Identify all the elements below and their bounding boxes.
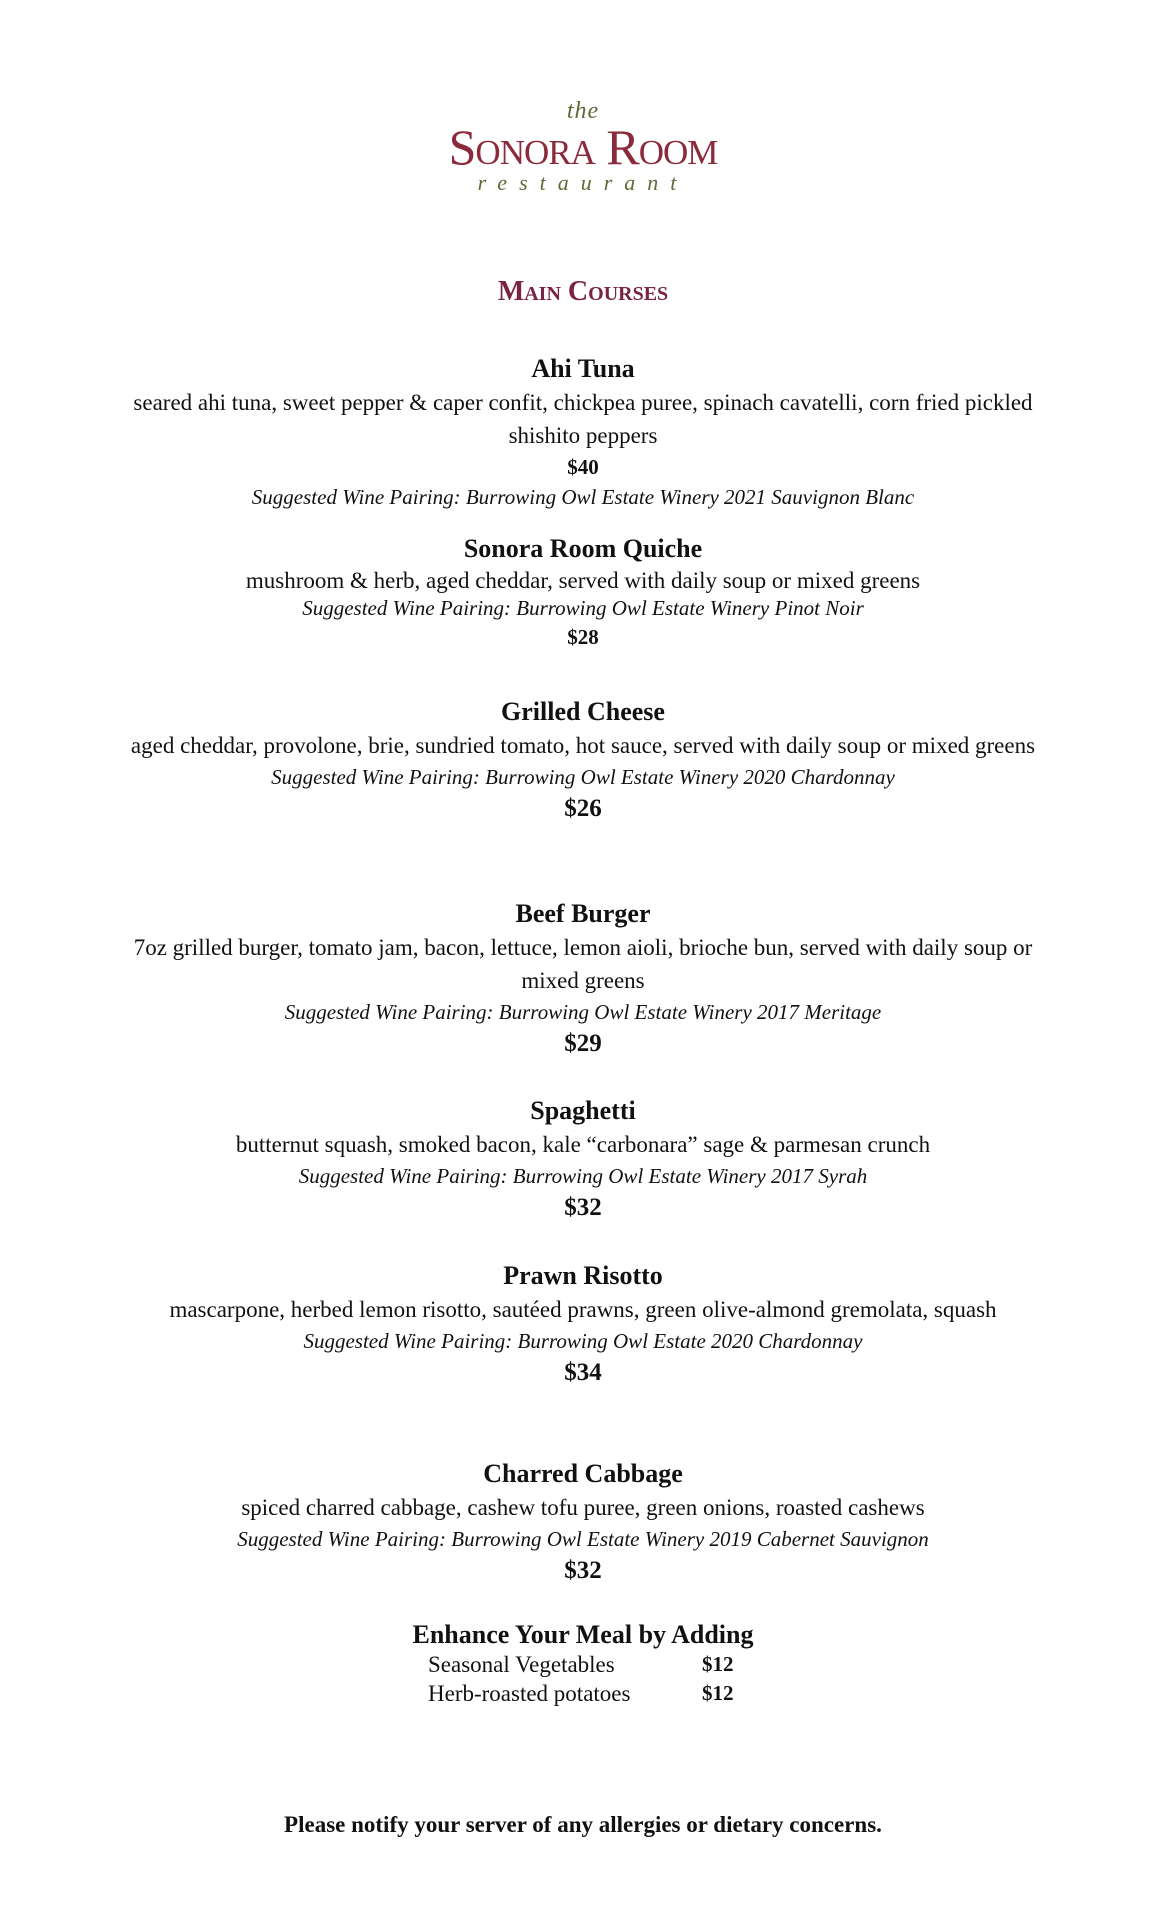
menu-item-prawn-risotto bbox=[0, 1259, 1166, 1457]
addons-title: Enhance Your Meal by Adding bbox=[412, 1620, 754, 1649]
allergy-notice: Please notify your server of any allergies or dietary concerns. bbox=[284, 1812, 882, 1837]
menu-list bbox=[0, 352, 1166, 1597]
restaurant-logo bbox=[0, 98, 1166, 198]
addon-name: Seasonal Vegetables bbox=[428, 1652, 615, 1677]
dish-description: mascarpone, herbed lemon risotto, sautéed prawns, green olive-almond gremolata, squash bbox=[169, 1297, 997, 1322]
dish-name: Sonora Room Quiche bbox=[463, 534, 703, 563]
dish-price: $32 bbox=[564, 1194, 602, 1221]
menu-item-beef-burger bbox=[0, 897, 1166, 1094]
dish-name: Ahi Tuna bbox=[531, 354, 635, 383]
dish-description: aged cheddar, provolone, brie, sundried tomato, hot sauce, served with daily soup or mixed greens bbox=[130, 733, 1036, 758]
dish-description: 7oz grilled burger, tomato jam, bacon, lettuce, lemon aioli, brioche bun, served with daily soup or mixed greens bbox=[133, 935, 1033, 993]
dish-price: $28 bbox=[567, 625, 599, 649]
dish-description: spiced charred cabbage, cashew tofu puree, green onions, roasted cashews bbox=[241, 1495, 925, 1520]
logo-the-text: the bbox=[566, 98, 600, 124]
dish-description: seared ahi tuna, sweet pepper & caper confit, chickpea puree, spinach cavatelli, corn fried pickled shishito peppers bbox=[133, 390, 1033, 448]
wine-pairing: Suggested Wine Pairing: Burrowing Owl Estate Winery 2021 Sauvignon Blanc bbox=[251, 485, 915, 509]
menu-item-charred-cabbage bbox=[0, 1457, 1166, 1597]
wine-pairing: Suggested Wine Pairing: Burrowing Owl Estate Winery 2017 Syrah bbox=[298, 1164, 868, 1188]
addon-name: Herb-roasted potatoes bbox=[428, 1681, 631, 1706]
wine-pairing: Suggested Wine Pairing: Burrowing Owl Estate Winery 2019 Cabernet Sauvignon bbox=[237, 1527, 929, 1551]
dish-name: Prawn Risotto bbox=[503, 1261, 663, 1290]
section-title: Main Courses bbox=[497, 276, 669, 307]
dish-name: Beef Burger bbox=[515, 899, 651, 928]
wine-pairing: Suggested Wine Pairing: Burrowing Owl Estate Winery 2017 Meritage bbox=[284, 1000, 882, 1024]
menu-item-grilled-cheese bbox=[0, 695, 1166, 897]
logo-sub-text: restaurant bbox=[477, 170, 689, 195]
dish-price: $29 bbox=[564, 1030, 602, 1057]
menu-item-quiche bbox=[0, 532, 1166, 695]
menu-item-ahi-tuna bbox=[0, 352, 1166, 532]
dish-name: Spaghetti bbox=[530, 1096, 636, 1125]
addon-price: $12 bbox=[702, 1681, 734, 1705]
dish-price: $40 bbox=[567, 455, 599, 479]
wine-pairing: Suggested Wine Pairing: Burrowing Owl Estate 2020 Chardonnay bbox=[303, 1329, 863, 1353]
dish-name: Grilled Cheese bbox=[501, 697, 665, 726]
dish-price: $32 bbox=[564, 1557, 602, 1584]
addon-price: $12 bbox=[702, 1652, 734, 1676]
logo-name-text: Sonora Room bbox=[448, 119, 718, 175]
wine-pairing: Suggested Wine Pairing: Burrowing Owl Estate Winery Pinot Noir bbox=[302, 596, 864, 620]
addon-row bbox=[0, 1681, 1166, 1710]
wine-pairing: Suggested Wine Pairing: Burrowing Owl Estate Winery 2020 Chardonnay bbox=[271, 765, 895, 789]
dish-name: Charred Cabbage bbox=[483, 1459, 683, 1488]
dish-price: $34 bbox=[564, 1359, 602, 1386]
dish-description: butternut squash, smoked bacon, kale “carbonara” sage & parmesan crunch bbox=[235, 1132, 931, 1157]
addon-row bbox=[0, 1652, 1166, 1681]
dish-description: mushroom & herb, aged cheddar, served with daily soup or mixed greens bbox=[245, 568, 921, 593]
menu-item-spaghetti bbox=[0, 1094, 1166, 1259]
dish-price: $26 bbox=[564, 795, 602, 822]
addons-section bbox=[0, 1618, 1166, 1710]
